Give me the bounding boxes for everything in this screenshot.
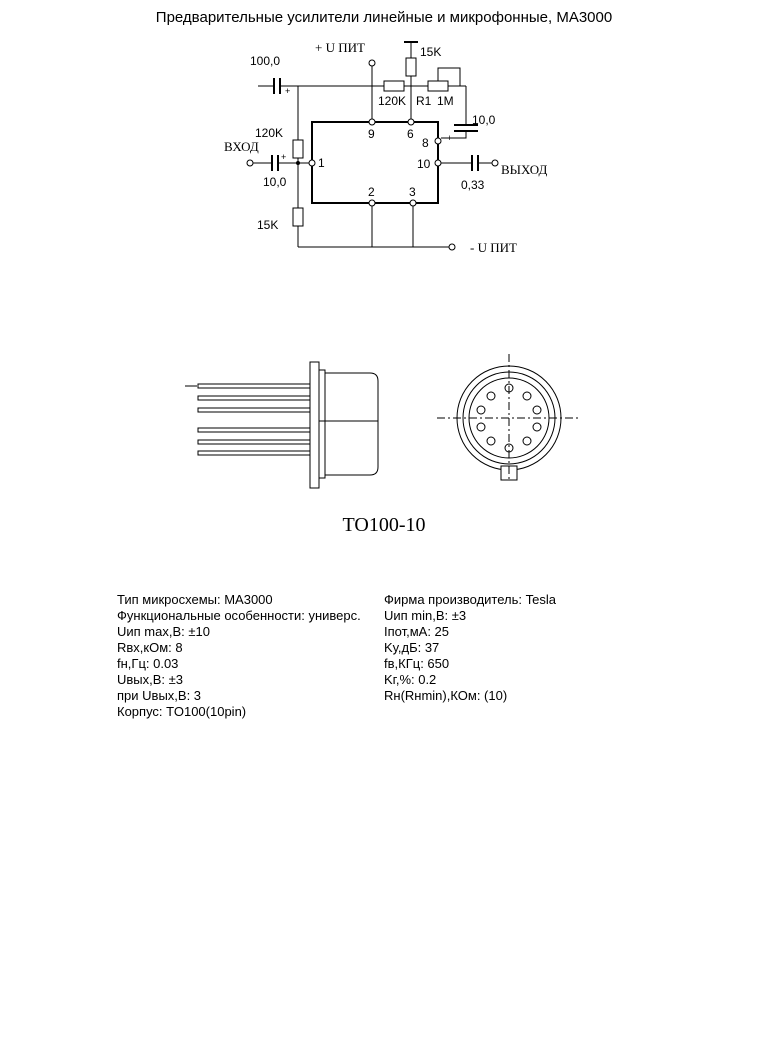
spec-line: fв,КГц: 650: [384, 656, 450, 671]
r1-value-label: 1M: [437, 94, 454, 108]
pin-2-label: 2: [368, 185, 375, 199]
page-title: Предварительные усилители линейные и микрофонные, МА3000: [155, 9, 613, 26]
spec-line: Uип min,B: ±3: [384, 608, 467, 623]
pin-1-label: 1: [318, 156, 325, 170]
plus-input-label: +: [281, 152, 287, 162]
pin-10-label: 10: [417, 157, 431, 171]
specs-left: [117, 592, 361, 720]
res-upper-label: 120K: [255, 126, 284, 140]
cap-right-label: 10,0: [472, 113, 496, 127]
spec-line: fн,Гц: 0.03: [117, 656, 179, 671]
supply-plus-label: + U ПИТ: [315, 40, 365, 55]
pin-9-label: 9: [368, 127, 375, 141]
spec-line: при Uвых,B: 3: [117, 688, 202, 703]
cap-input-label: 10,0: [263, 175, 287, 189]
package-leads: [185, 384, 310, 455]
package-can: [325, 373, 378, 475]
plus-right-label: +: [447, 133, 453, 143]
spec-line: Uвых,B: ±3: [117, 672, 184, 687]
res-lower-label: 15K: [257, 218, 279, 232]
spec-line: Тип микросхемы: МА3000: [117, 592, 273, 607]
pin-6-label: 6: [407, 127, 414, 141]
spec-line: Rвх,кОм: 8: [117, 640, 183, 655]
pin-8-label: 8: [422, 136, 429, 150]
res-top-label: 15K: [420, 45, 442, 59]
specs-right: [384, 592, 556, 704]
res-mid-label: 120K: [378, 94, 407, 108]
cap-top-label: 100,0: [250, 54, 281, 68]
input-label: ВХОД: [224, 139, 259, 154]
amplifier-schematic: [0, 30, 768, 300]
package-drawing: [0, 348, 768, 498]
r1-label: R1: [416, 94, 432, 108]
spec-line: Kу,дБ: 37: [384, 640, 440, 655]
spec-line: Kг,%: 0.2: [384, 672, 437, 687]
pin-3-label: 3: [409, 185, 416, 199]
cap-output-label: 0,33: [461, 178, 485, 192]
package-name: TO100-10: [342, 514, 426, 536]
supply-minus-label: - U ПИТ: [470, 240, 517, 255]
spec-line: Uип max,B: ±10: [117, 624, 210, 639]
spec-line: Rн(Rнmin),КОм: (10): [384, 688, 508, 703]
spec-line: Фирма производитель: Tesla: [384, 592, 556, 607]
spec-line: Функциональные особенности: универс.: [117, 608, 361, 623]
spec-line: Iпот,мА: 25: [384, 624, 450, 639]
output-label: ВЫХОД: [501, 162, 548, 177]
package-flange: [310, 362, 319, 488]
plus-top-label: +: [285, 86, 291, 96]
spec-line: Корпус: TO100(10pin): [117, 704, 247, 719]
